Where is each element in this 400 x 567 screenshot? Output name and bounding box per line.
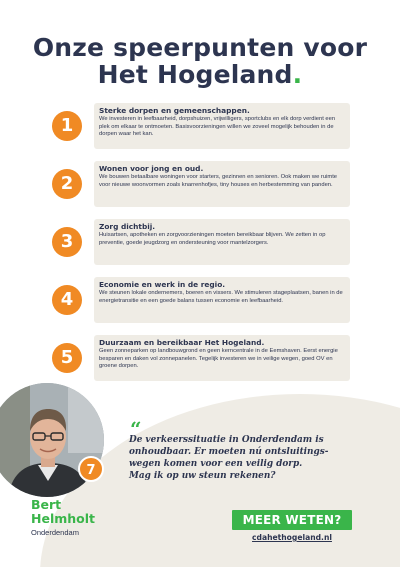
- candidate-name: [31, 498, 95, 526]
- item-heading: Duurzaam en bereikbaar Het Hogeland.: [99, 338, 265, 347]
- item-number-badge: 2: [52, 169, 82, 199]
- item-card: [94, 161, 350, 207]
- list-item: [52, 103, 352, 149]
- quote-line-2: onhoudbaar. Er moeten nú ontsluitings-: [129, 447, 329, 457]
- meer-weten-button[interactable]: MEER WETEN?: [232, 510, 352, 530]
- speerpunten-list: [52, 103, 352, 393]
- item-card: [94, 103, 350, 149]
- quote-line-3: wegen komen voor een veilig dorp.: [129, 459, 303, 469]
- candidate-number-badge: 7: [78, 456, 104, 482]
- title-line-2: Het Hogeland: [97, 60, 293, 89]
- item-heading: Wonen voor jong en oud.: [99, 164, 204, 173]
- item-card: [94, 277, 350, 323]
- item-body: Geen zonneparken op landbouwgrond en geen kerncentrale in de Eemshaven. Eerst energie besparen en daken vol zonnepanelen. Tegelijk investeren we in veilige wegen, goed OV en groene dorpen.: [99, 348, 338, 370]
- list-item: [52, 161, 352, 207]
- title-dot: .: [292, 60, 303, 89]
- candidate-last-name: Helmholt: [31, 511, 95, 526]
- item-number-badge: 4: [52, 285, 82, 315]
- item-card: [94, 219, 350, 265]
- list-item: [52, 277, 352, 323]
- item-number-badge: 5: [52, 343, 82, 373]
- item-body: We steunen lokale ondernemers, boeren en vissers. We stimuleren stageplaatsen, banen in de energietransitie en een goede balans tussen economie en leefbaarheid.: [99, 290, 343, 304]
- page-title: [0, 34, 400, 88]
- title-line-1: Onze speerpunten voor: [32, 33, 368, 62]
- candidate-quote: [129, 434, 379, 482]
- item-heading: Zorg dichtbij.: [99, 222, 156, 231]
- candidate-place: Onderdendam: [31, 528, 79, 537]
- item-body: We bouwen betaalbare woningen voor starters, gezinnen en senioren. Ook maken we ruimte voor nieuwe woonvormen zoals knarrenhofjes, tiny houses en herbestemming van panden.: [99, 174, 338, 188]
- item-heading: Sterke dorpen en gemeenschappen.: [99, 106, 250, 115]
- item-number-badge: 1: [52, 111, 82, 141]
- website-link[interactable]: cdahethogeland.nl: [252, 533, 332, 542]
- item-card: [94, 335, 350, 381]
- item-body: Huisartsen, apotheken en zorgvoorzieningen moeten bereikbaar blijven. We zetten in op preventie, goede jeugdzorg en ondersteuning voor mantelzorgers.: [99, 232, 326, 246]
- item-body: We investeren in leefbaarheid, dorpshuizen, vrijwilligers, sportclubs en elk dorp verdient een plek om elkaar te ontmoeten. Basisvoorzieningen willen we zoveel mogelijk behouden in de dorpen waar het kan.: [99, 116, 336, 138]
- list-item: [52, 335, 352, 381]
- quote-line-1: De verkeerssituatie in Onderdendam is: [129, 435, 324, 445]
- candidate-first-name: Bert: [31, 497, 62, 512]
- item-heading: Economie en werk in de regio.: [99, 280, 226, 289]
- item-number-badge: 3: [52, 227, 82, 257]
- quote-mark-icon: “: [130, 417, 142, 441]
- list-item: [52, 219, 352, 265]
- quote-line-4: Mag ik op uw steun rekenen?: [129, 471, 276, 481]
